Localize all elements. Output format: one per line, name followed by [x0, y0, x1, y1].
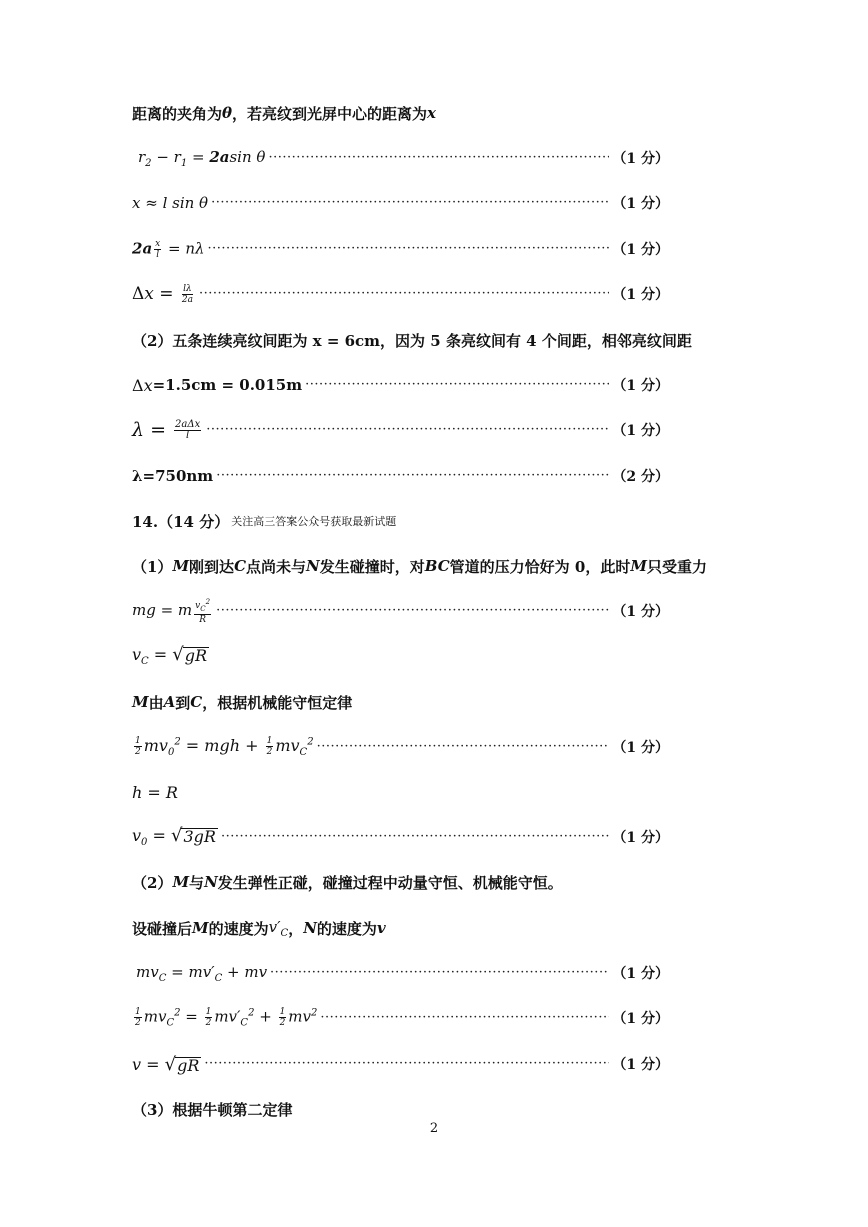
score-label: （1 分）: [612, 966, 669, 982]
dot-leader: [216, 602, 609, 620]
text-line-velocity-definition: [132, 913, 672, 943]
page-number: 2: [429, 1121, 439, 1136]
score-label: （1 分）: [612, 242, 669, 258]
equation: $v_0$ = √ 3gR: [132, 824, 216, 849]
dot-leader: [208, 240, 610, 258]
text-segment: 发生碰撞时，对: [319, 557, 425, 576]
text-segment: 到: [175, 693, 191, 712]
text-segment: 发生弹性正碰，碰撞过程中动量守恒、机械能守恒。: [217, 873, 563, 892]
equation: h = R: [132, 782, 178, 802]
text-segment: ，若亮纹到光屏中心的距离为: [232, 104, 428, 123]
score-label: （1 分）: [612, 196, 669, 212]
dot-leader: [216, 467, 609, 485]
variable-A: A: [163, 693, 176, 711]
variable-vc-prime: $v'_C$: [268, 917, 289, 939]
variable-M: M: [630, 557, 647, 575]
variable-C: C: [190, 693, 203, 711]
text-line-part1-condition: [132, 551, 707, 581]
dot-leader: [199, 285, 609, 303]
equation: mg = m $\frac{v_C^2}{R}$: [132, 598, 211, 625]
equation-row-momentum: [132, 958, 669, 988]
text-segment: 的速度为: [208, 919, 269, 938]
equation-row-fringe-spacing: [132, 279, 669, 309]
text-segment: 刚到达: [189, 557, 235, 576]
text-segment: 由: [148, 693, 164, 712]
score-label: （1 分）: [612, 740, 669, 756]
text-segment: 距离的夹角为: [132, 104, 223, 123]
equation-row-bright-fringe: [132, 234, 669, 264]
dot-leader: [320, 1009, 609, 1027]
equation-row-v: [132, 1049, 669, 1079]
equation-row-vc: [132, 641, 672, 671]
dot-leader: [305, 376, 609, 394]
score-label: （1 分）: [612, 830, 669, 846]
dot-leader: [317, 738, 610, 756]
equation: $\frac{1}{2}$ $mv_0^2$ = mgh + $\frac{1}{2}$ $mv_C^2$: [135, 735, 314, 759]
dot-leader: [270, 964, 609, 982]
variable-N: N: [303, 919, 317, 937]
equation: $\frac{1}{2}$ $mv_C^2$ = $\frac{1}{2}$ $mv'_C^2$ + $\frac{1}{2}$ $mv^2$: [135, 1007, 318, 1029]
dot-leader: [221, 828, 609, 846]
score-label: （1 分）: [612, 604, 669, 620]
text-segment: ，: [288, 919, 304, 938]
text-line-elastic-collision: [132, 867, 672, 897]
equation-row-wavelength-formula: [132, 415, 669, 445]
equation: λ = $\frac{\text{2aΔx}}{l}$: [132, 418, 201, 442]
text-line-energy-conservation: [132, 687, 672, 717]
question-number: 14.（14 分）: [132, 512, 230, 531]
variable-N: N: [306, 557, 320, 575]
watermark-note: 关注高三答案公众号获取最新试题: [231, 515, 397, 528]
equation-row-kinetic-energy: [132, 1003, 669, 1033]
text-segment: 的速度为: [316, 919, 377, 938]
score-label: （1 分）: [612, 423, 669, 439]
equation-row-path-difference: [132, 143, 669, 173]
text-segment: 设碰撞后: [132, 919, 193, 938]
equation: $mv_C = mv'_C$ + mv: [136, 962, 268, 984]
equation: Δx = $\frac{l\lambda}{2a}$: [132, 283, 194, 305]
score-label: （1 分）: [612, 378, 669, 394]
dot-leader: [206, 421, 609, 439]
equation: x ≈ l sin θ: [132, 194, 209, 212]
equation: v = √ gR: [132, 1053, 200, 1075]
score-label: （1 分）: [612, 1057, 669, 1073]
variable-N: N: [204, 873, 218, 891]
text-line-five-fringes: [132, 325, 692, 355]
dot-leader: [268, 149, 609, 167]
variable-v: v: [376, 919, 386, 937]
equation: Δx: [132, 375, 153, 395]
text-segment: （3）根据牛顿第二定律: [132, 1100, 293, 1119]
equation: $r_2 - r_1 = 2asin$ θ: [138, 147, 266, 169]
equation: 2a $\frac{x}{l}$ = nλ: [132, 238, 205, 260]
text-segment: 点尚未与: [246, 557, 307, 576]
dot-leader: [204, 1055, 609, 1073]
text-segment: （2）: [132, 873, 173, 892]
text-segment: （2）五条连续亮纹间距为 x = 6cm，因为 5 条亮纹间有 4 个间距，相邻亮纹间距: [132, 331, 692, 350]
equation-row-energy: [132, 732, 669, 762]
x-variable: x: [427, 104, 436, 122]
equation-row-wavelength-value: [132, 461, 669, 491]
text-segment: ，根据机械能守恒定律: [202, 693, 353, 712]
score-label: （1 分）: [612, 1011, 669, 1027]
score-label: （2 分）: [612, 469, 669, 485]
equation: $v_C$ = √ gR: [132, 643, 208, 668]
variable-M: M: [172, 557, 190, 575]
equation-row-h: [132, 777, 672, 807]
text-segment: λ=750nm: [132, 467, 214, 485]
question-heading: [132, 506, 672, 536]
theta-symbol: θ: [222, 104, 233, 122]
variable-M: M: [192, 919, 209, 937]
equation-row-delta-x-value: [132, 370, 669, 400]
text-segment: （1）: [132, 557, 173, 576]
text-segment: 只受重力: [646, 557, 707, 576]
equation-row-centripetal: [132, 596, 669, 626]
text-segment: 与: [189, 873, 205, 892]
equation-row-v0: [132, 822, 669, 852]
dot-leader: [211, 194, 609, 212]
text-segment: 管道的压力恰好为 0，此时: [449, 557, 631, 576]
score-label: （1 分）: [612, 151, 669, 167]
score-label: （1 分）: [612, 287, 669, 303]
variable-C: C: [234, 557, 247, 575]
variable-M: M: [172, 873, 190, 891]
text-line-newton-second-law: [132, 1094, 672, 1124]
text-segment: =1.5cm = 0.015m: [152, 376, 303, 394]
text-line-angle-definition: [132, 98, 672, 128]
variable-M: M: [132, 693, 149, 711]
equation-row-sin-approx: [132, 188, 669, 218]
variable-BC: BC: [424, 557, 450, 575]
